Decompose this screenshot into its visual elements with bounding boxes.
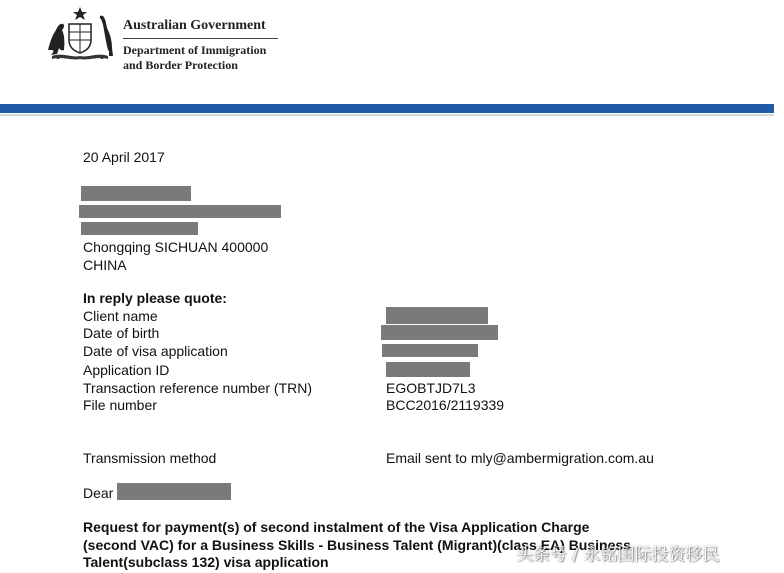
reply-heading: In reply please quote:: [83, 290, 227, 306]
field-label-client-name: Client name: [83, 308, 158, 324]
redacted-address-line: [81, 222, 198, 235]
address-city-line: Chongqing SICHUAN 400000: [83, 239, 269, 255]
field-value-trn: EGOBTJD7L3: [386, 380, 476, 396]
subject-line-3: Talent(subclass 132) visa application: [83, 554, 329, 570]
government-name: Australian Government: [123, 18, 266, 33]
redacted-client-name: [386, 307, 488, 324]
redacted-recipient: [117, 483, 231, 500]
department-line-2: and Border Protection: [123, 58, 238, 72]
department-line-1: Department of Immigration: [123, 43, 267, 57]
field-label-file-number: File number: [83, 397, 157, 413]
header-divider: [0, 114, 774, 116]
redacted-recipient-name: [81, 186, 191, 201]
address-country: CHINA: [83, 257, 127, 273]
redacted-application-date: [382, 344, 478, 357]
header-rule: [123, 38, 278, 39]
department-name: [123, 43, 266, 73]
field-value-file-number: BCC2016/2119339: [386, 397, 505, 413]
transmission-value: Email sent to mly@ambermigration.com.au: [386, 450, 654, 466]
field-label-application-date: Date of visa application: [83, 343, 228, 359]
subject-line-1: Request for payment(s) of second instalment of the Visa Application Charge: [83, 519, 590, 535]
redacted-address-line: [79, 205, 281, 218]
redacted-date-of-birth: [381, 325, 498, 340]
field-label-application-id: Application ID: [83, 362, 170, 378]
transmission-label: Transmission method: [83, 450, 217, 466]
redacted-application-id: [386, 362, 470, 377]
source-watermark: 头条号 / 永铭国际投资移民: [516, 545, 720, 565]
subject-line-2: (second VAC) for a Business Skills - Business Talent (Migrant)(class EA) Business: [83, 537, 631, 553]
header-bar: [0, 104, 774, 113]
salutation: Dear: [83, 485, 114, 501]
field-label-date-of-birth: Date of birth: [83, 325, 160, 341]
coat-of-arms-logo: [42, 6, 118, 62]
letter-date: 20 April 2017: [83, 149, 165, 165]
field-label-trn: Transaction reference number (TRN): [83, 380, 313, 396]
